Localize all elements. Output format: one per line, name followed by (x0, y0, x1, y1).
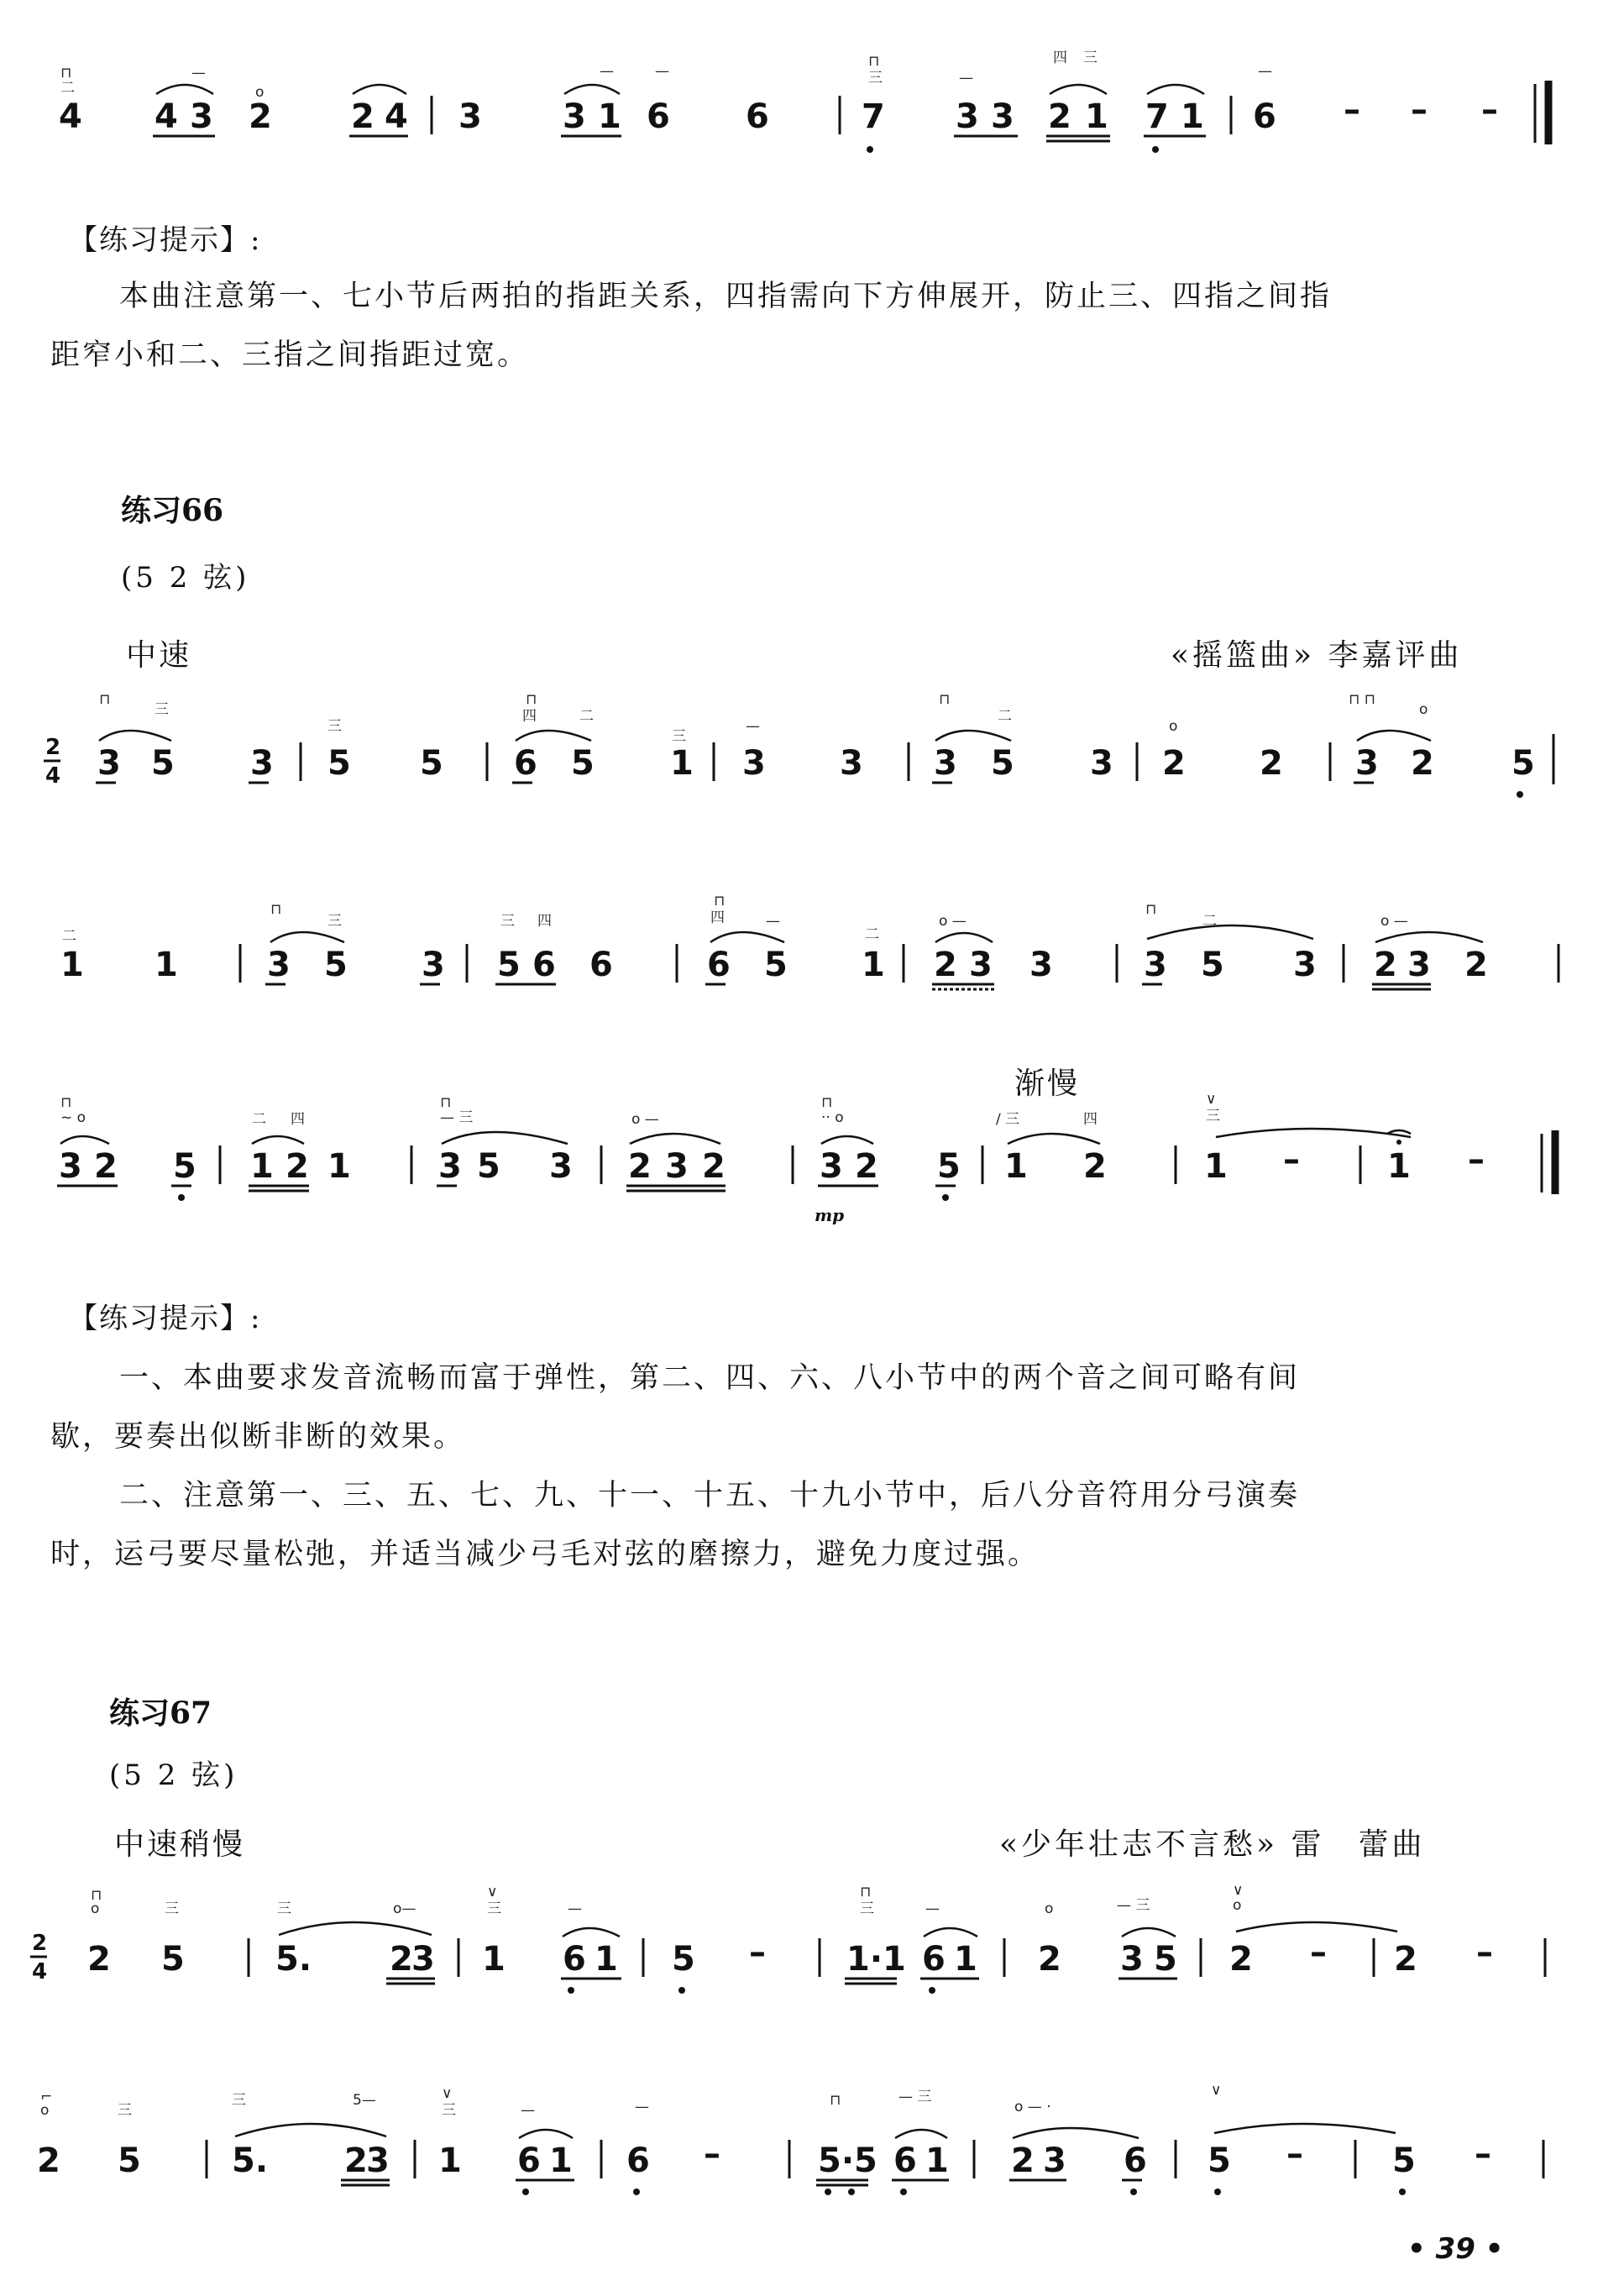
svg-text:⊓: ⊓ (714, 893, 726, 909)
note: 5·5 (818, 2141, 877, 2180)
svg-text:⌐: ⌐ (40, 2089, 53, 2105)
note: 1·1 (846, 1940, 906, 1979)
note: 7 (862, 97, 885, 136)
note: 3 (250, 744, 274, 783)
svg-text:—: — (1258, 63, 1272, 80)
svg-text:⊓: ⊓ (60, 65, 72, 81)
svg-text:4: 4 (32, 1959, 48, 1984)
note: 2 (390, 1940, 413, 1979)
ex66-row-1 (0, 680, 1624, 823)
svg-text:— 三: — 三 (1117, 1897, 1150, 1914)
fingering-3: 三 (1083, 50, 1098, 66)
svg-text:o: o (91, 1900, 100, 1917)
svg-text:—: — (191, 65, 206, 81)
svg-text:⊓: ⊓ (860, 1884, 872, 1900)
note: 2 (1162, 744, 1186, 783)
fingering: 二 (252, 1111, 266, 1128)
note: 1 (60, 946, 84, 984)
svg-text:/ 三: / 三 (996, 1111, 1020, 1128)
dash: – (1310, 1933, 1327, 1972)
dash: – (1468, 1140, 1485, 1179)
note: 3 (458, 97, 482, 136)
note: 5 (937, 1147, 961, 1186)
svg-text:三: 三 (155, 701, 169, 718)
note: 6 (589, 946, 613, 984)
svg-text:⊓: ⊓ (526, 691, 537, 708)
tempo-marking: 中速 (126, 638, 192, 673)
note: 6 (922, 1940, 946, 1979)
note: 2 (344, 2141, 368, 2180)
svg-text:∨: ∨ (487, 1884, 498, 1900)
dash: – (1344, 91, 1360, 129)
note: 3 (934, 744, 957, 783)
svg-text:三: 三 (327, 718, 342, 735)
note: 6 (517, 2141, 541, 2180)
note: 2 (1394, 1940, 1417, 1979)
exercise-title: 练习66 (121, 493, 224, 528)
svg-text:—: — (959, 70, 973, 86)
note: 3 (563, 97, 586, 136)
note: 1 (438, 2141, 462, 2180)
hint-line: 二、注意第一、三、五、七、九、十一、十五、十九小节中，后八分音符用分弓演奏 (119, 1479, 1301, 1512)
svg-text:o: o (1419, 701, 1428, 718)
note: 1 (598, 97, 621, 136)
svg-text:⊓: ⊓ (91, 1887, 102, 1904)
note: 2 (249, 97, 272, 136)
svg-text:⊓: ⊓ (1145, 901, 1157, 918)
note: 1 (925, 2141, 949, 2180)
hint-line: 距窄小和二、三指之间指距过宽。 (50, 338, 530, 372)
note: 2 (286, 1147, 309, 1186)
note: 2 (702, 1147, 726, 1186)
svg-text:o—: o— (393, 1900, 416, 1917)
note: 5 (1208, 2141, 1231, 2180)
note: 3 (1407, 946, 1431, 984)
svg-text:·· o: ·· o (821, 1109, 844, 1126)
dash: – (749, 1933, 766, 1972)
svg-text:—: — (568, 1900, 582, 1917)
ex67-row-2 (0, 2078, 1624, 2220)
note: 2 (1260, 744, 1283, 783)
svg-text:三: 三 (487, 1900, 501, 1917)
note: 3 (1029, 946, 1053, 984)
note: 5. (275, 1940, 312, 1979)
note: 5 (1511, 744, 1535, 783)
note: 3 (1293, 946, 1317, 984)
note: 2 (934, 946, 957, 984)
note: 6 (514, 744, 537, 783)
svg-text:4: 4 (45, 763, 61, 789)
note: 2 (1038, 1940, 1061, 1979)
svg-text:o: o (40, 2102, 50, 2119)
note: 1 (1004, 1147, 1028, 1186)
note: 3 (969, 946, 993, 984)
note: 5. (232, 2141, 269, 2180)
svg-text:∨: ∨ (1211, 2082, 1222, 2099)
svg-text:—: — (925, 1900, 940, 1917)
note: 5 (497, 946, 521, 984)
note: 7 (1145, 97, 1169, 136)
svg-text:⊓: ⊓ (830, 2092, 841, 2109)
svg-text:—: — (766, 913, 780, 930)
svg-text:o —: o — (631, 1111, 659, 1128)
dash: – (1481, 91, 1498, 129)
svg-text:四: 四 (710, 909, 725, 926)
svg-text:⊓: ⊓ (270, 901, 282, 918)
note: 5 (764, 946, 788, 984)
dash: – (1286, 2135, 1303, 2173)
svg-text:三: 三 (277, 1900, 291, 1917)
exercise-title: 练习67 (109, 1696, 212, 1731)
fingering: 四 (291, 1111, 305, 1128)
note: 6 (1253, 97, 1276, 136)
top-notation-row (0, 34, 1624, 176)
note: 5 (672, 1940, 695, 1979)
svg-text:2: 2 (32, 1931, 48, 1956)
note: 3 (1090, 744, 1113, 783)
note: 1 (1204, 1147, 1228, 1186)
note: 3 (1043, 2141, 1066, 2180)
note: 3 (1355, 744, 1379, 783)
note: 3 (742, 744, 766, 783)
note: 3 (97, 744, 121, 783)
note: 1 (595, 1940, 618, 1979)
note: 1 (327, 1147, 351, 1186)
note: 5 (324, 946, 348, 984)
note: 4 (385, 97, 408, 136)
note: 5 (327, 744, 351, 783)
exercise-strings: (5 2 弦) (121, 561, 250, 595)
svg-text:o — ·: o — · (1014, 2099, 1051, 2115)
note: 1 (549, 2141, 573, 2180)
dash: – (1411, 91, 1428, 129)
dash: – (704, 2135, 720, 2173)
ritardando-marking: 渐慢 (1014, 1067, 1081, 1101)
svg-text:二: 二 (60, 80, 75, 97)
note: 5 (1154, 1940, 1177, 1979)
page-number: • 39 • (1407, 2232, 1504, 2266)
svg-text:三: 三 (868, 70, 883, 86)
note: 2 (94, 1147, 118, 1186)
svg-text:二: 二 (1202, 913, 1217, 930)
note: 2 (37, 2141, 60, 2180)
note: 2 (1011, 2141, 1035, 2180)
note: 2 (1083, 1147, 1107, 1186)
note: 1 (954, 1940, 977, 1979)
svg-text:⊓: ⊓ (60, 1094, 72, 1111)
note: 6 (893, 2141, 917, 2180)
note: 2 (351, 97, 375, 136)
note: 1 (482, 1940, 506, 1979)
svg-text:2: 2 (45, 735, 61, 760)
exercise-strings: (5 2 弦) (109, 1759, 238, 1792)
svg-text:三: 三 (232, 2092, 246, 2109)
hint-line: 本曲注意第一、七小节后两拍的指距关系，四指需向下方伸展开，防止三、四指之间指 (119, 280, 1333, 313)
svg-text:~ o: ~ o (60, 1109, 86, 1126)
svg-text:二: 二 (998, 708, 1012, 725)
note: 5 (151, 744, 175, 783)
note: 3 (820, 1147, 843, 1186)
svg-text:三: 三 (1206, 1108, 1220, 1124)
hint-line: 歇，要奏出似断非断的效果。 (50, 1420, 466, 1454)
dash: – (1476, 1933, 1493, 1972)
note: 5 (1392, 2141, 1416, 2180)
note: 1 (670, 744, 694, 783)
ex67-row-1 (0, 1876, 1624, 2019)
svg-text:⊓: ⊓ (939, 691, 951, 708)
svg-text:—: — (655, 63, 669, 80)
note: 3 (366, 2141, 390, 2180)
dash: – (1475, 2135, 1491, 2173)
note: 5 (420, 744, 443, 783)
svg-text:5—: 5— (353, 2092, 376, 2109)
svg-text:o: o (1045, 1900, 1054, 1917)
note: 3 (411, 1940, 435, 1979)
fingering: 四 (1083, 1111, 1098, 1128)
note: 3 (1144, 946, 1167, 984)
note: 2 (1464, 946, 1488, 984)
svg-text:— 三: — 三 (440, 1109, 474, 1126)
note: 3 (1120, 1940, 1144, 1979)
note: 2 (628, 1147, 652, 1186)
svg-text:∨: ∨ (442, 2085, 453, 2102)
svg-text:二: 二 (62, 928, 76, 945)
svg-text:三: 三 (672, 728, 686, 745)
note: 5 (477, 1147, 500, 1186)
hint-line: 时，运弓要尽量松弛，并适当减少弓毛对弦的磨擦力，避免力度过强。 (50, 1538, 1040, 1571)
svg-text:二: 二 (865, 926, 879, 943)
note: 5 (161, 1940, 185, 1979)
svg-text:o: o (1169, 718, 1178, 735)
note: 3 (665, 1147, 689, 1186)
note: 3 (267, 946, 291, 984)
note: 3 (549, 1147, 573, 1186)
note: 1 (1387, 1147, 1411, 1186)
note: 2 (855, 1147, 878, 1186)
note: 5 (991, 744, 1014, 783)
note: 3 (991, 97, 1014, 136)
svg-text:四: 四 (522, 708, 537, 725)
svg-text:o —: o — (939, 913, 967, 930)
svg-text:⊓ ⊓: ⊓ ⊓ (1349, 691, 1375, 708)
svg-text:三: 三 (500, 913, 515, 930)
note: 2 (87, 1940, 111, 1979)
svg-text:o: o (255, 84, 265, 101)
piece-source: «摇篮曲» 李嘉评曲 (1171, 638, 1463, 673)
svg-text:⊓: ⊓ (99, 691, 111, 708)
svg-text:o —: o — (1380, 913, 1408, 930)
note: 5 (571, 744, 595, 783)
note: 2 (1229, 1940, 1253, 1979)
note: 1 (250, 1147, 274, 1186)
svg-text:三: 三 (860, 1900, 874, 1917)
note: 3 (422, 946, 445, 984)
note: 1 (862, 946, 885, 984)
practice-hint-heading: 【练习提示】: (69, 223, 262, 257)
svg-text:∨: ∨ (1233, 1882, 1244, 1899)
piece-source: «少年壮志不言愁» 雷 蕾曲 (999, 1827, 1426, 1862)
note: 6 (532, 946, 556, 984)
note: 3 (59, 1147, 82, 1186)
note: 1 (155, 946, 178, 984)
svg-text:— 三: — 三 (898, 2089, 932, 2105)
practice-hint-heading: 【练习提示】: (69, 1302, 262, 1335)
svg-text:三: 三 (165, 1900, 179, 1917)
note: 4 (155, 97, 178, 136)
hint-line: 一、本曲要求发音流畅而富于弹性，第二、四、六、八小节中的两个音之间可略有间 (119, 1361, 1301, 1395)
note: 5 (1201, 946, 1224, 984)
svg-text:⊓: ⊓ (868, 53, 880, 70)
note: 3 (956, 97, 979, 136)
svg-text:∨: ∨ (1206, 1091, 1217, 1108)
fingering-4: 四 (1053, 50, 1067, 66)
dash: – (1283, 1140, 1300, 1179)
note: 1 (1181, 97, 1204, 136)
svg-text:四: 四 (537, 913, 552, 930)
note: 1 (1085, 97, 1108, 136)
svg-text:⊓: ⊓ (440, 1094, 452, 1111)
note: 2 (1374, 946, 1397, 984)
dynamic-mark: mp (815, 1205, 845, 1225)
note: 3 (190, 97, 213, 136)
note: 6 (647, 97, 670, 136)
svg-text:三: 三 (327, 913, 342, 930)
svg-text:—: — (600, 63, 614, 80)
note: 3 (438, 1147, 462, 1186)
note: 6 (563, 1940, 586, 1979)
practice-hint-text (50, 1349, 1579, 1584)
note: 4 (59, 97, 82, 136)
svg-text:三: 三 (118, 2102, 132, 2119)
note: 3 (840, 744, 863, 783)
note: 5 (173, 1147, 196, 1186)
ex66-row-3 (0, 1083, 1624, 1226)
note: 2 (1048, 97, 1071, 136)
note: 6 (707, 946, 731, 984)
note: 6 (746, 97, 769, 136)
tempo-marking: 中速稍慢 (114, 1827, 246, 1862)
svg-text:—: — (635, 2099, 649, 2115)
svg-text:二: 二 (579, 708, 594, 725)
note: 2 (1411, 744, 1434, 783)
note: 5 (118, 2141, 141, 2180)
note: 6 (1124, 2141, 1147, 2180)
practice-hint-text (50, 267, 1579, 385)
ex66-row-2 (0, 882, 1624, 1025)
svg-text:⊓: ⊓ (821, 1094, 833, 1111)
svg-text:—: — (746, 718, 760, 735)
note: 6 (626, 2141, 650, 2180)
svg-text:o: o (1233, 1897, 1242, 1914)
svg-text:—: — (521, 2102, 535, 2119)
svg-text:三: 三 (442, 2102, 456, 2119)
